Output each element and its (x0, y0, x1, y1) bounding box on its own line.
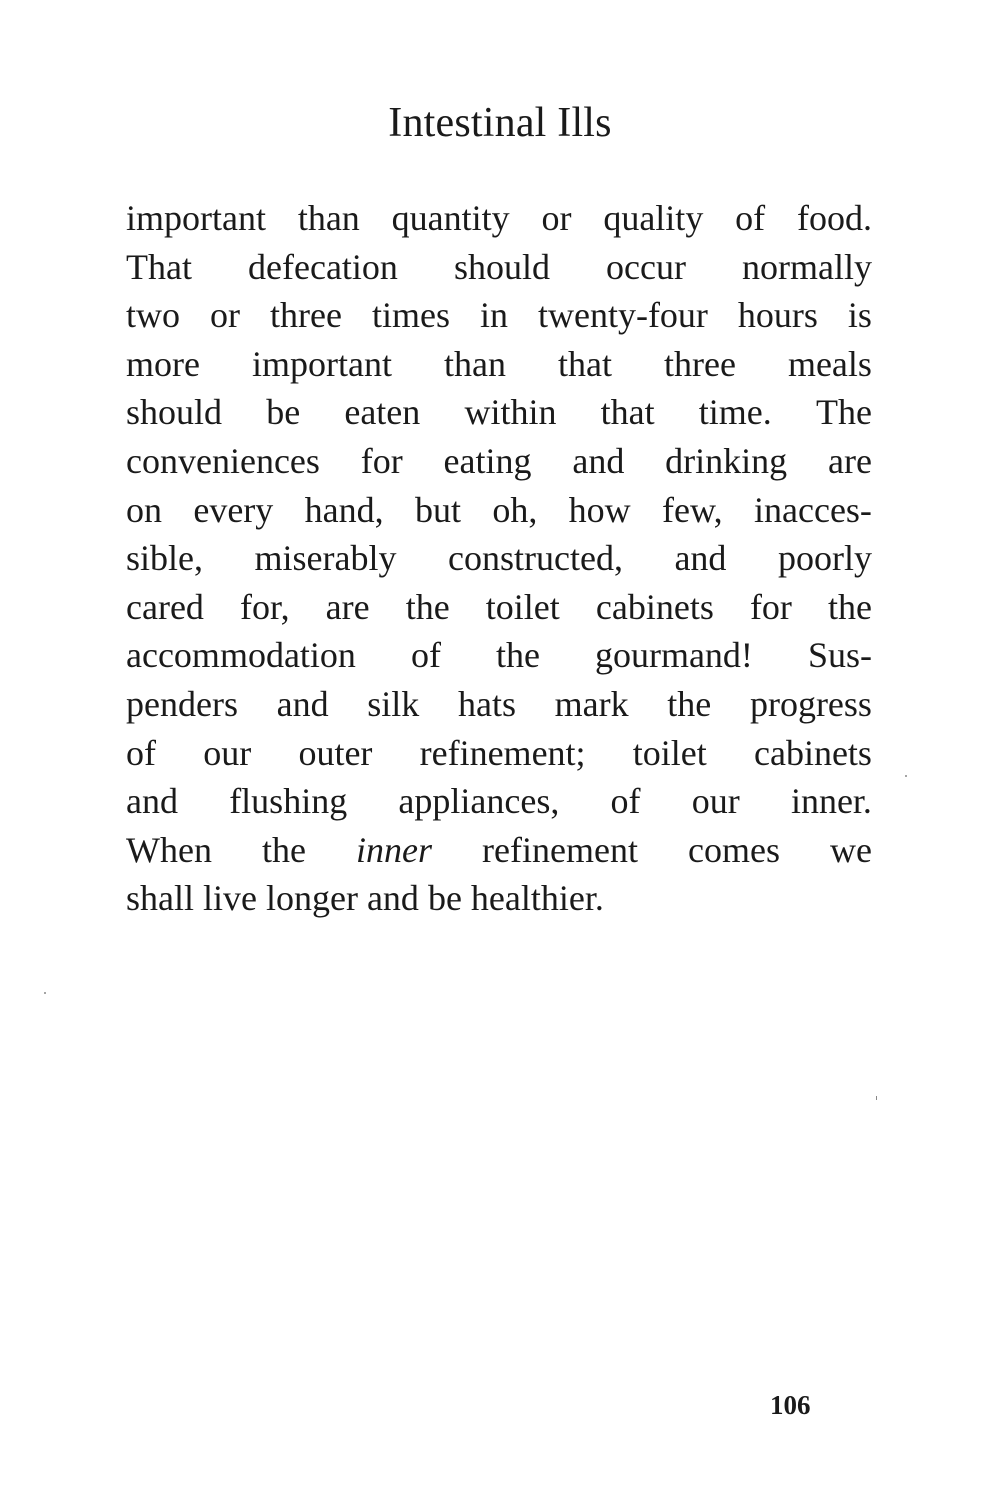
text-line (126, 680, 872, 729)
word: should (126, 392, 223, 433)
page-number: 106 (770, 1390, 811, 1420)
word: be (427, 878, 462, 919)
word: When (126, 829, 212, 870)
word: are (827, 440, 872, 481)
word: for (360, 440, 403, 481)
word: toilet (485, 586, 560, 627)
text-line (126, 194, 872, 243)
word: are (325, 586, 370, 627)
word: hats (457, 683, 516, 724)
word: outer (298, 732, 373, 773)
word: longer (265, 878, 358, 919)
word: quality (603, 198, 704, 238)
word: is (847, 295, 872, 336)
word: gourmand! (594, 635, 753, 676)
text-line (126, 777, 872, 826)
word: the (405, 586, 450, 627)
text-line (126, 729, 872, 778)
word: meals (787, 343, 872, 384)
word: silk (367, 683, 420, 724)
word: time. (698, 392, 772, 433)
word: and (276, 683, 329, 724)
word: refinement; (419, 732, 586, 773)
word: toilet (632, 732, 707, 773)
word: few, (662, 489, 723, 530)
text-line (126, 534, 872, 583)
word: more (126, 343, 200, 384)
word: drinking (665, 440, 788, 481)
word: refinement (482, 829, 638, 870)
word: healthier. (470, 878, 604, 919)
scan-speck (44, 992, 46, 994)
word: normally (741, 246, 872, 287)
word: and (366, 878, 419, 919)
word: cabinets (595, 586, 714, 627)
word: times (371, 295, 450, 336)
word: Sus- (807, 635, 872, 676)
word: eating (443, 440, 532, 481)
word: of (410, 635, 441, 676)
word: conveniences (126, 440, 320, 481)
word: sible, (126, 538, 203, 579)
word: hand, (304, 489, 384, 530)
word: accommodation (126, 635, 356, 676)
word: that (557, 343, 612, 384)
word: mark (554, 683, 629, 724)
text-line (126, 631, 872, 680)
word: for, (240, 586, 290, 627)
text-line (126, 437, 872, 486)
word: constructed, (448, 538, 623, 579)
text-line (126, 826, 872, 875)
word: inacces- (754, 489, 872, 530)
word: That (126, 246, 192, 287)
word: cabinets (753, 732, 872, 773)
word: shall (126, 878, 194, 919)
running-head: Intestinal Ills (388, 100, 612, 146)
word: three (663, 343, 736, 384)
text-line (126, 340, 872, 389)
word: the (828, 586, 872, 627)
word: eaten (344, 392, 421, 433)
word: progress (749, 683, 872, 724)
word: of (126, 732, 156, 773)
word: be (266, 392, 301, 433)
word: within (464, 392, 557, 433)
text-line (126, 243, 872, 292)
word: quantity (391, 198, 510, 238)
word: poorly (777, 538, 872, 579)
word: inner. (790, 781, 872, 822)
word: appliances, (398, 781, 560, 822)
word: our (691, 781, 740, 822)
word: occur (606, 246, 686, 287)
word: hours (737, 295, 818, 336)
word: penders (126, 683, 238, 724)
word: of (610, 781, 641, 822)
word: defecation (248, 246, 398, 287)
text-line (126, 291, 872, 340)
word: we (830, 829, 872, 870)
scan-speck (905, 775, 907, 777)
word: the (495, 635, 540, 676)
word: or (210, 295, 240, 336)
word: our (203, 732, 252, 773)
word: of (735, 198, 766, 238)
word: on (126, 489, 162, 530)
word: than (443, 343, 506, 384)
word: twenty-four (537, 295, 708, 336)
word: flushing (229, 781, 348, 822)
word: that (600, 392, 655, 433)
word: miserably (254, 538, 397, 579)
word: and (674, 538, 727, 579)
word: every (193, 489, 274, 530)
word: for (749, 586, 792, 627)
word: but (414, 489, 461, 530)
word: comes (688, 829, 780, 870)
body-text (126, 194, 872, 923)
word: and (126, 781, 178, 822)
scan-speck (876, 1096, 877, 1100)
text-line (126, 583, 872, 632)
word: or (541, 198, 572, 238)
word: the (262, 829, 306, 870)
word: inner (356, 829, 433, 870)
text-line (126, 388, 872, 437)
word: live (203, 878, 257, 919)
word: important (251, 343, 392, 384)
word: food. (797, 198, 872, 238)
word: The (815, 392, 872, 433)
word: how (568, 489, 631, 530)
word: in (479, 295, 508, 336)
word: cared (126, 586, 204, 627)
word: three (270, 295, 342, 336)
word: the (667, 683, 712, 724)
word: oh, (492, 489, 538, 530)
word: and (572, 440, 625, 481)
word: important (126, 198, 266, 238)
word: than (297, 198, 360, 238)
word: two (126, 295, 180, 336)
text-line (126, 486, 872, 535)
text-line (126, 874, 872, 923)
word: should (453, 246, 550, 287)
